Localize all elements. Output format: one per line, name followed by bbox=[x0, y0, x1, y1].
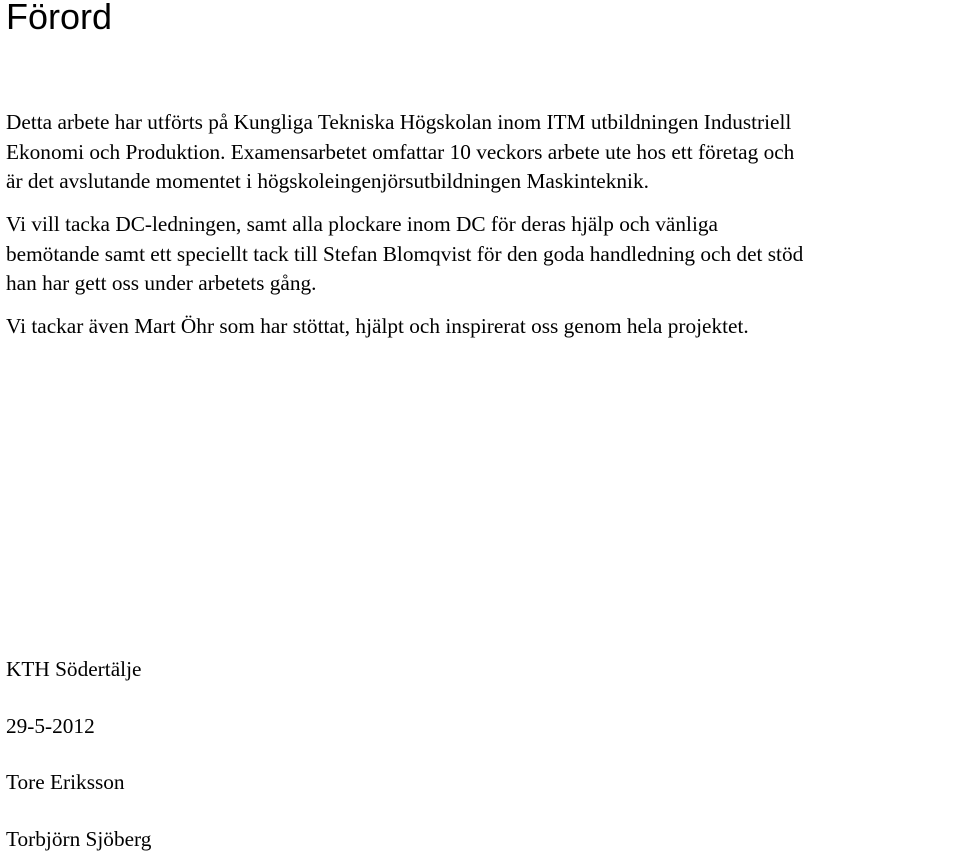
paragraph-introduction bbox=[6, 108, 794, 197]
paragraph-line: han har gett oss under arbetets gång. bbox=[6, 271, 317, 295]
paragraph-line: Ekonomi och Produktion. Examensarbetet omfattar 10 veckors arbete ute hos ett företag och bbox=[6, 139, 795, 164]
paragraph-line: bemötande samt ett speciellt tack till Stefan Blomqvist för den goda handledning och det stöd bbox=[6, 241, 804, 266]
paragraph-thanks bbox=[6, 312, 749, 342]
signature-author: Torbjörn Sjöberg bbox=[6, 827, 152, 851]
paragraph-acknowledgements bbox=[6, 210, 803, 299]
paragraph-line: Vi vill tacka DC-ledningen, samt alla plockare inom DC för deras hjälp och vänliga bbox=[6, 212, 718, 236]
paragraph-line: är det avslutande momentet i högskoleingenjörsutbildningen Maskinteknik. bbox=[6, 169, 649, 193]
signature-place: KTH Södertälje bbox=[6, 657, 142, 681]
signature-author: Tore Eriksson bbox=[6, 770, 125, 794]
paragraph-line: Detta arbete har utförts på Kungliga Tekniska Högskolan inom ITM utbildningen Industriell bbox=[6, 110, 792, 134]
page-title: Förord bbox=[6, 0, 113, 37]
signature-date: 29-5-2012 bbox=[6, 714, 95, 738]
paragraph-line: Vi tackar även Mart Öhr som har stöttat, hjälpt och inspirerat oss genom hela projektet. bbox=[6, 314, 749, 338]
